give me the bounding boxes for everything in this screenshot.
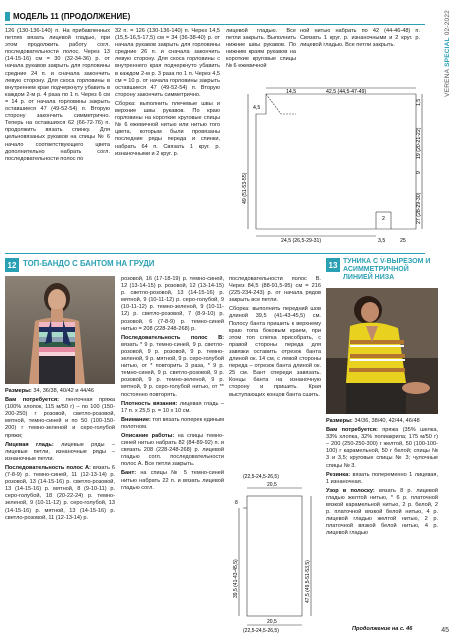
model12-title: ТОП-БАНДО С БАНТОМ НА ГРУДИ [23,259,155,268]
m13-rubber-text: вязать попеременно 1 лицевая, 1 изнаночная. [326,471,438,485]
p11-mid-dim: 2 [382,216,385,222]
pattern11-diagram [226,84,426,244]
p11-right-dim1: 1,5 [416,98,422,106]
brand-name: VERENA [444,68,451,97]
p12-marker: 8 [235,500,238,506]
model12-badge: 12 [5,258,19,272]
model11-col2-text: 32 п. = 126 (130-136-140) п. Через 14,5 (15,5-16,5-17,5) см = 34 (36-38-40) р. от начала рукавов закрыть для горловины средние 26 п. и сначала закончить левую сторону. Для скоса горловины с внутреннего края подчеркнуто убавить в каждом 2-м р. 3 раза по 1 п. Через 4,5 см = 10 р. от начала горловины закрыть оставшиеся 47 (49-52-54) п. Вторую сторону закончить симметрично. [115,28,220,98]
p12-top-dim2: 20,5 [267,482,277,488]
model11-col3 [226,28,296,82]
p12-top-dim1: (22,5-24,5-26,5) [243,474,279,480]
sidebar-issue [444,10,451,97]
model11-col3-text: лицевой гладью. Все петли закрыть. Выполнить нижние швы рукавов. По нижним краям рукавов на короткие круговые спицы № 6 ежевичной [226,28,296,70]
model11-heading-text: МОДЕЛЬ 11 (ПРОДОЛЖЕНИЕ) [13,12,131,21]
m13-sizes-label: Размеры: [326,418,353,424]
density-text: лицевая гладь – 17 п. х 25,5 р. = 10 х 10 см. [121,400,224,414]
p11-left-dim1: 4,5 [253,105,261,111]
model13-badge: 13 [326,258,340,272]
sizes-label: Размеры: [5,388,32,394]
p12-bottom-dim2: (22,5-24,5-26,5) [243,628,279,634]
model12-photo [5,276,115,384]
model13-col [326,418,438,624]
m13-materials-label: Вам потребуется: [326,427,378,434]
model11-col4 [300,28,420,82]
model13-title: ТУНИКА С V-ВЫРЕЗОМ И АСИММЕТРИЧНОЙ ЛИНИЕЙ НИЗА [343,258,431,281]
seqA-label: Последовательность полос A: [5,464,91,471]
model11-col4-text: ной нитью набрать по 42 (44-46-48) п. Связать 1 круг. р. изнаночными и 2 круг. р. лицевой гладью. Все петли закрыть. [300,28,420,49]
m13-stripe-text: вязать 8 р. лицевой гладью желтой нитью, * 6 р. платочной вязкой карамельной нитью, 2 р. белой, 2 р. платочной вязкой белой нитью, 4 р. лицевой гладью желтой нитью, 2 р. платочной вязкой белой нитью, 4 р. лицевой гладью [326,487,438,537]
p11-left-dim2: 49 (51-53-55) [242,172,248,204]
m13-rubber-label: Резинка: [326,471,351,478]
desc-text: на спицы темно-синей нитью набрать 82 (84-89-92) п. и связать 208 (228-248-268) р. лицевой гладью согл. последовательности полос A. Все петли закрыть. [121,432,224,468]
heading-bar [5,12,10,21]
p11-top-dim1: 14,5 [286,89,297,95]
model11-heading [5,11,205,22]
stitch-label: Лицевая гладь: [5,441,54,448]
materials-text: ленточная пряжа (100% хлопок, 115 м/50 г) – по 100 (150-200-250) г розовой, светло-розовой, мятной, темно-синей и по 50 (100-150-200) г темно-зеленой и серо-голубой пряжи; [5,397,115,439]
m13-sizes-text: 34/36, 38/40, 42/44, 46/48 [354,418,420,424]
bow-label: Бант: [121,470,137,477]
note-label: Внимание: [121,416,151,423]
model12-col1 [5,388,115,636]
model11-col2 [115,28,220,242]
seqB-text: вязать * 9 р. темно-синей, 9 р. светло-розовой, 9 р. розовой, 9 р. темно-зеленой, 9 р. мятной, 9 р. серо-голубой нитью, от * повторить 3 раза, * 9 р. темно-синей, 9 р. светло-розовой, 9 р. розовой, 9 р. темно-зеленой, 9 р. мятной, 9 р. серо-голубой нитью, от ** постоянно повторять. [121,341,224,398]
p11-right-dim2: 19 (20-21-22) [416,127,422,159]
sizes-text: 34, 36/38, 40/42 и 44/46 [33,388,95,394]
model12-col2 [121,276,224,636]
density-label: Плотность вязания: [121,400,178,407]
materials-label: Вам потребуется: [5,397,59,404]
model11-col2b-text: Сборка: выполнить плечевые швы и верхние швы рукавов. По краю горловины на короткие круговые спицы № 6 ежевичной нитью или нитью того цвета, которым были провязаны последние ряды переда и спинки, набрать 64 п. Связать 1 круг. р. изнаночными и 2 круг. р. [115,100,220,157]
seqA-text: вязать 6 (7-8-9) р. темно-синей, 11 (12-13-14) р. розовой, 13 (14-15-16) р. светло-розовой, 13 (14-15-16) р. мятной, 8 (9-10-11) р. серо-голубой, 18 (20-22-24) р. темно-зеленой, 9 (10-11-12) р. серо-голубой, 13 (14-15-16) р. мятной, 13 (14-15-16) р. светло-розовой, 11 (12-13-14) р. [5,464,115,521]
note-text: топ вязать поперек единым полотном. [121,416,224,430]
desc-label: Описание работы: [121,432,175,439]
p12-left-dim: 39,5 (41-43-45,5) [233,559,239,598]
p11-right-dim3: 9 [416,171,422,174]
model12-col2a-text: розовой, 16 (17-18-19) р. темно-синей, 12 (13-14-15) р. розовой, 12 (13-14-15) р. светло-розовой, 13 (14-15-16) р. мятной, 9 (10-11-12) р. серо-голубой, 9 (10-11-12) р. темно-зеленой, 9 (10-11-12) р. светло-розовой, 7 (8-9-10) р. розовой, 6 (7-8-9) р. темно-синей нитью = 208 (228-248-268) р. [121,276,224,332]
m13-stripe-label: Узор в полоску: [326,487,375,494]
stitch-text: лицевые ряды – лицевые петли, изнаночные ряды – изнаночные петли. [5,441,115,462]
m13-materials-text: пряжа (35% шелка, 33% хлопка, 32% полиакрила; 175 м/50 г) – 200 (250-250-300) г желтой, 50 (100-100-100) г карамельной, 50 г белой; спицы № 3 и 3,5; круговые спицы № 3; чулочные спицы № 3. [326,427,438,469]
p12-bottom-dim1: 20,5 [267,619,277,625]
continued-note: Продолжение на с. 46 [352,626,413,632]
model11-col1-text: 126 (130-136-140) п. На прибавленных петлях вязать лицевой гладью, при этом продолжить работу согл. последовательности полос. Через 13 (14-15-16) см = 30 (32-34-36) р. от начала рукавов закрыть для горловины средние 24 п. и сначала закончить левую сторону. Для скоса горловины в внутреннем крае подчеркнуту убавить в каждом 2-м р. 4 раза по 1 п. Через 6 см = 14 р. от начала горловины закрыть оставшиеся 47 (49-52-54) п. Вторую сторону закончить симметрично. Теперь на оставшихся 62 (66-72-76) п. продолжить вязать спинку. Для цельновязаных рукавов на спицы № 6 начало соответствующего цвета дополнительно набрать согл. последовательности полос по [5,28,110,162]
model12-col3-text: последовательности полос B. Через 84,5 (88-91,5-95) см = 216 (225-234-243) р. от начала рядов закрыть все петли. [229,276,321,304]
pattern12-diagram [229,468,321,636]
p11-top-dim2: 42,5 (44,5-47-49) [326,89,367,95]
model13-photo [326,288,438,414]
model12-col3b-text: Сборка: выполнить передний шов длиной 39,5 (41-43-45,5) см. Полосу банта пришить к верхнему краю топа боковым краем, при этом топ слегка присобрать, с правой стороны переда для завязки оставить отрезок банта длиной ок. 14 см, с левой стороны переда – отрезок банта длиной ок. 25 см. Бант спереди завязать. Концы банта на изнаночную сторону и пришить. Края выступающих концов банта сшить. [229,306,321,398]
model12-col3 [229,276,321,466]
p11-bottom-dim1: 24,5 (26,5-29-31) [281,238,322,244]
magazine-sidebar [441,0,452,640]
p11-bottom-dim3: 25 [400,238,406,244]
seqB-label: Последовательность полос B: [121,334,224,341]
special-label: SPECIAL [444,37,451,67]
page-number: 45 [441,627,449,634]
p11-right-dim4: 27 (28-29-30) [416,192,422,224]
p11-bottom-dim2: 3,5 [378,238,386,244]
model11-col1 [5,28,110,242]
divider-mid [5,253,425,254]
issue-label: 02-2022 [444,10,451,36]
divider-top [5,24,425,25]
p12-right-dim: 47,5 (49,5-51-53,5) [305,560,311,603]
bow-text: на спицы № 5 темно-синей нитью набрать 22 п. и вязать лицевой гладью согл. [121,470,224,491]
